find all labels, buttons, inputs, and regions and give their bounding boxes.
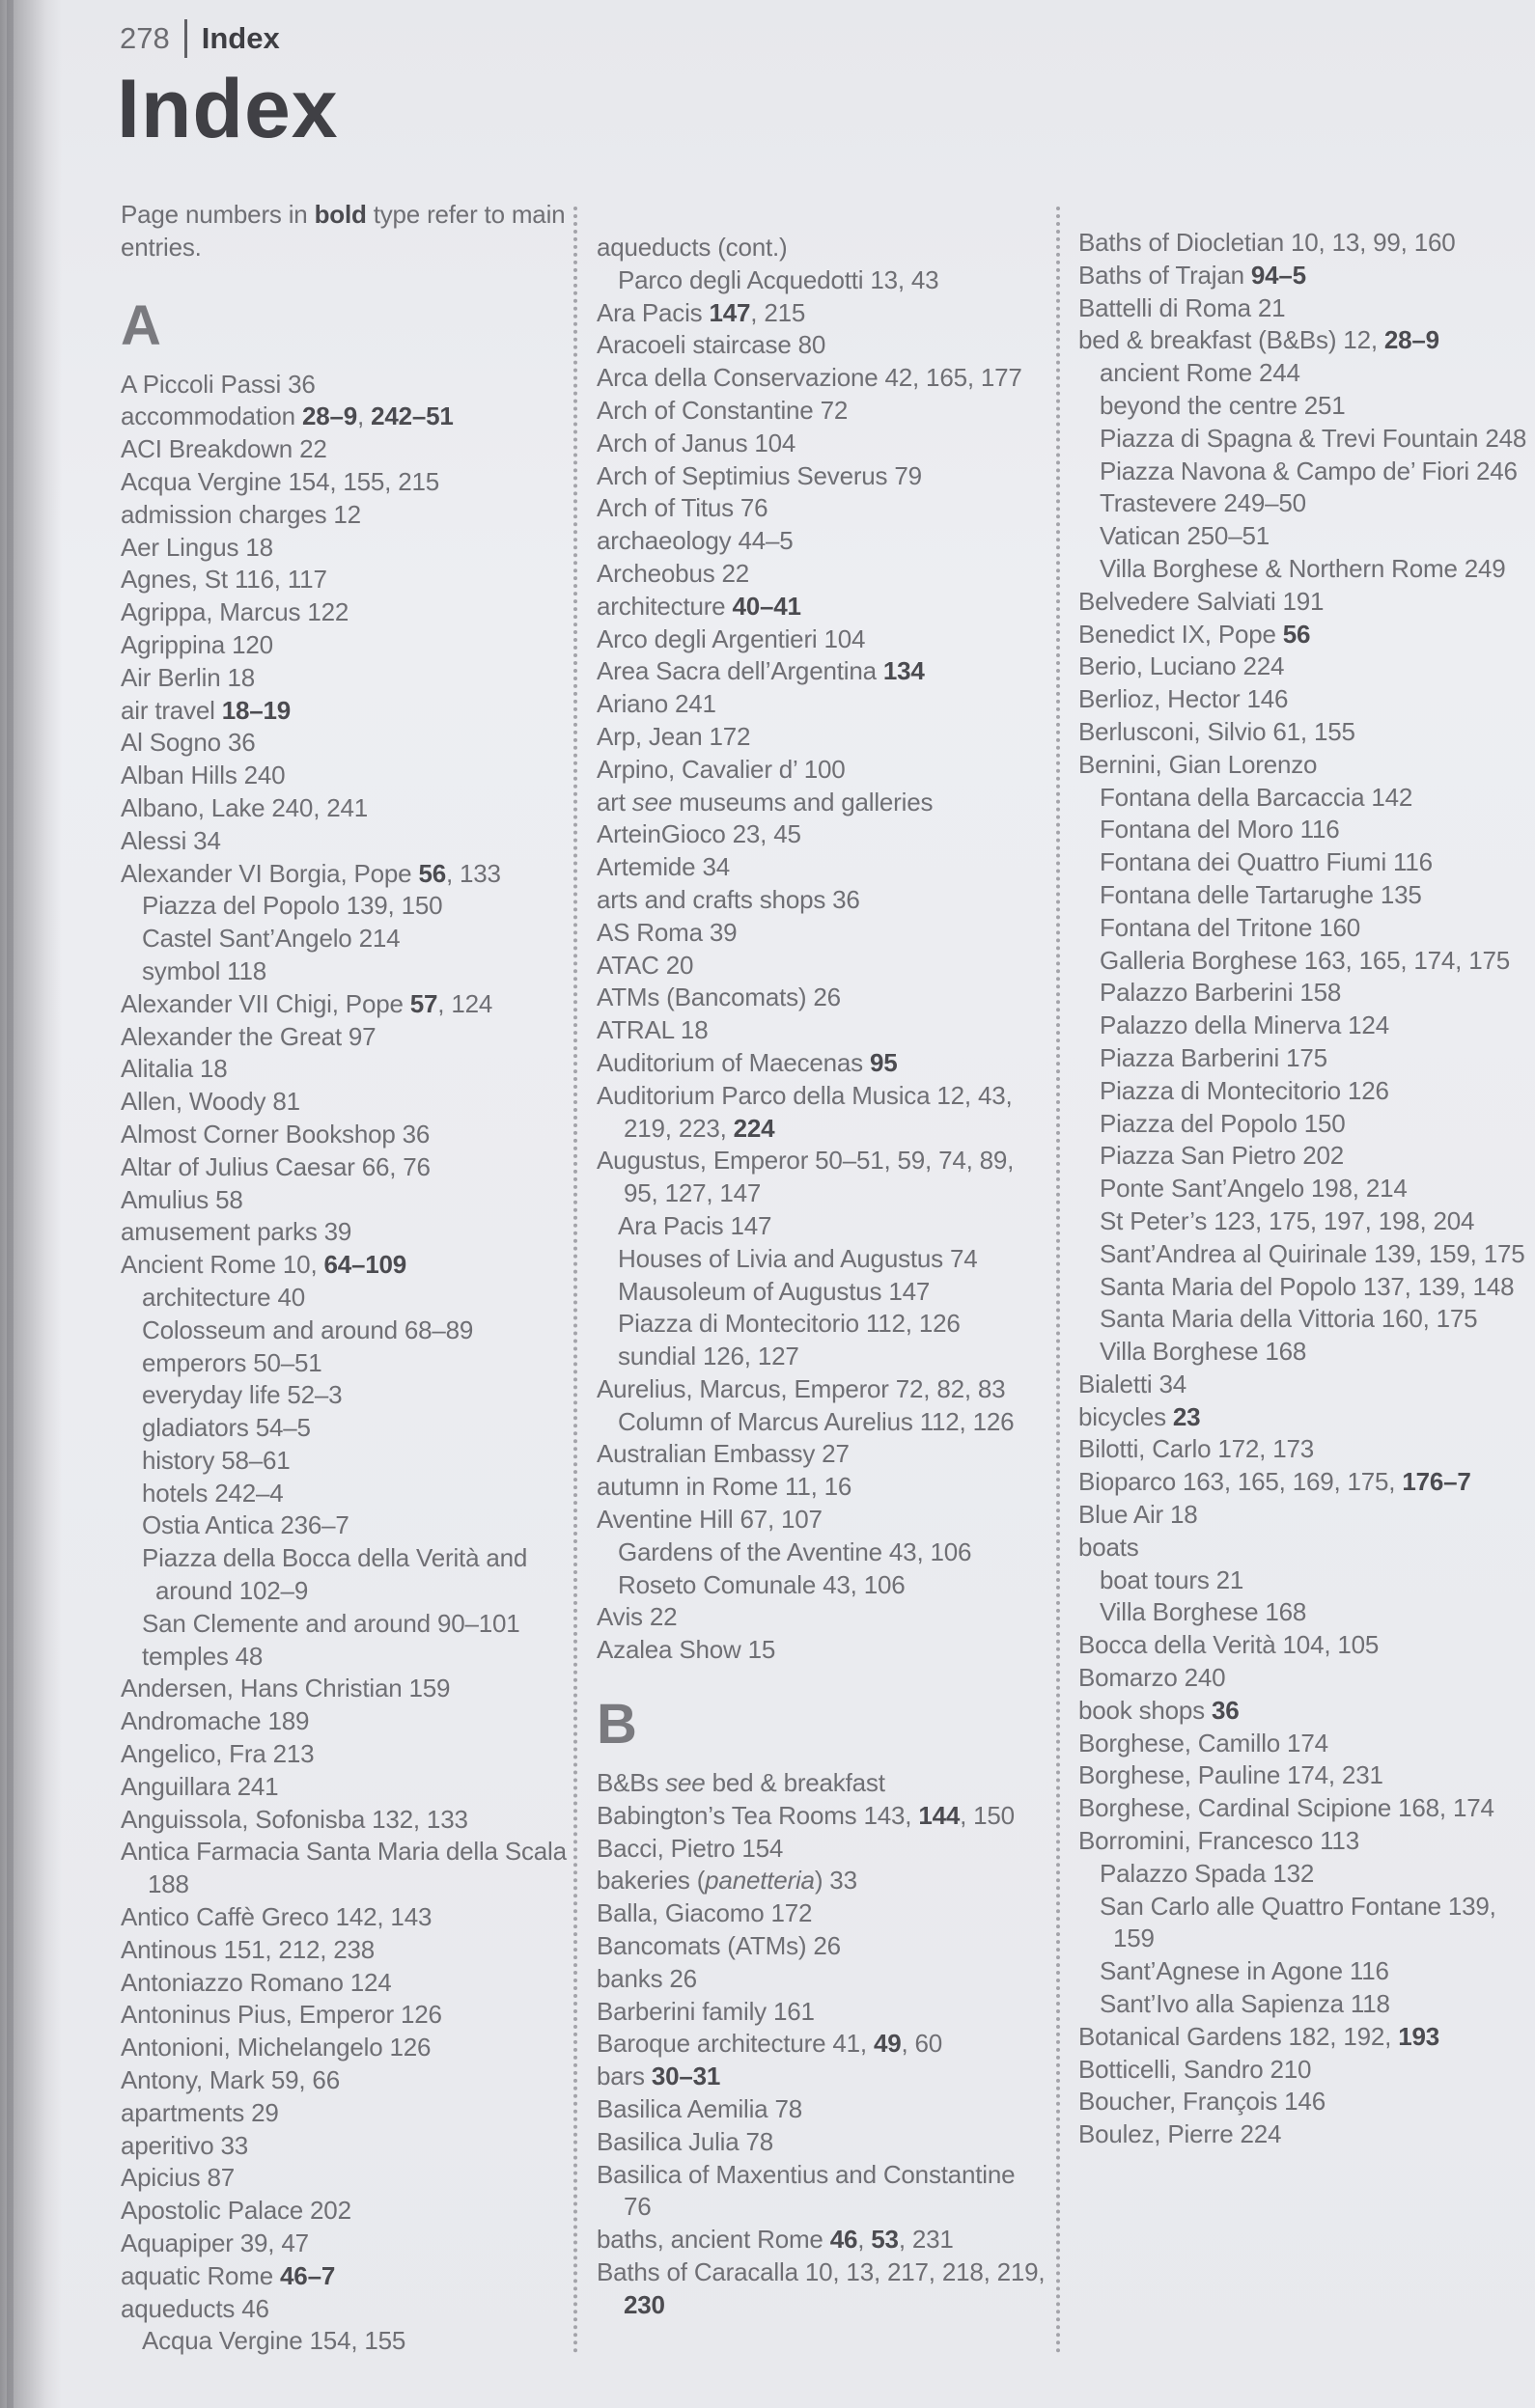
index-entry: Baths of Trajan 94–5 <box>1078 260 1306 290</box>
index-entry: Baths of Caracalla 10, 13, 217, 218, 219, 230 <box>597 2257 1046 2319</box>
index-entry: Battelli di Roma 21 <box>1078 292 1286 322</box>
index-entry: Alexander VII Chigi, Pope 57, 124 <box>121 988 493 1018</box>
index-entry: Alitalia 18 <box>121 1054 228 1084</box>
index-entry: Alexander VI Borgia, Pope 56, 133 <box>121 858 501 888</box>
index-entry: ancient Rome 244 <box>1100 358 1300 388</box>
index-entry: Aer Lingus 18 <box>121 532 273 562</box>
index-entry: Fontana della Barcaccia 142 <box>1100 782 1413 812</box>
index-entry: Ara Pacis 147, 215 <box>597 297 806 327</box>
index-entry: Botticelli, Sandro 210 <box>1078 2054 1312 2084</box>
index-entry: Piazza della Bocca della Verità and around 102–9 <box>142 1543 528 1606</box>
index-entry: Blue Air 18 <box>1078 1500 1198 1530</box>
index-entry: Arch of Constantine 72 <box>597 395 849 425</box>
index-entry: Benedict IX, Pope 56 <box>1078 619 1311 649</box>
running-header <box>120 19 280 58</box>
index-entry: Andersen, Hans Christian 159 <box>121 1674 451 1703</box>
page-gutter-line <box>7 0 14 2408</box>
index-entry: Basilica Julia 78 <box>597 2126 774 2156</box>
index-entry: symbol 118 <box>142 955 267 985</box>
index-entry: Allen, Woody 81 <box>121 1087 300 1117</box>
index-entry: Colosseum and around 68–89 <box>142 1315 474 1344</box>
index-entry: Parco degli Acquedotti 13, 43 <box>618 264 939 294</box>
index-entry: Villa Borghese 168 <box>1100 1337 1307 1367</box>
index-entry: Column of Marcus Aurelius 112, 126 <box>618 1406 1015 1436</box>
index-entry: Arch of Janus 104 <box>597 428 796 457</box>
index-entry: art see museums and galleries <box>597 787 934 817</box>
index-entry: Agrippa, Marcus 122 <box>121 597 349 627</box>
index-column-3 <box>1078 227 1532 2151</box>
index-entry: Trastevere 249–50 <box>1100 488 1306 518</box>
index-entry: Baroque architecture 41, 49, 60 <box>597 2029 943 2059</box>
index-entry: apartments 29 <box>121 2097 279 2127</box>
index-entry: Piazza San Pietro 202 <box>1100 1141 1345 1171</box>
index-entry: Auditorium Parco della Musica 12, 43, 219, 223, 224 <box>597 1080 1013 1143</box>
index-entry: Alexander the Great 97 <box>121 1021 377 1051</box>
index-entry: Bomarzo 240 <box>1078 1663 1226 1693</box>
index-entry: boats <box>1078 1532 1139 1562</box>
index-entry: ACI Breakdown 22 <box>121 434 327 464</box>
index-entry: Palazzo Barberini 158 <box>1100 978 1342 1008</box>
running-header-page-number: 278 <box>120 21 170 55</box>
index-entry: Villa Borghese & Northern Rome 249 <box>1100 553 1506 583</box>
index-entry: architecture 40–41 <box>597 591 801 621</box>
index-entry: gladiators 54–5 <box>142 1413 311 1443</box>
index-entry: Air Berlin 18 <box>121 662 256 692</box>
index-entry: Villa Borghese 168 <box>1100 1597 1307 1627</box>
index-entry: ATRAL 18 <box>597 1015 709 1045</box>
index-entry: baths, ancient Rome 46, 53, 231 <box>597 2225 954 2255</box>
index-column-1 <box>121 199 574 2358</box>
index-entry: Augustus, Emperor 50–51, 59, 74, 89, 95, 127, 147 <box>597 1146 1015 1208</box>
index-entry: Antinous 151, 212, 238 <box>121 1934 376 1964</box>
index-entry: Bialetti 34 <box>1078 1369 1186 1398</box>
index-entry: Borghese, Pauline 174, 231 <box>1078 1760 1383 1790</box>
index-entry: Basilica Aemilia 78 <box>597 2094 802 2124</box>
index-entry: Sant’Ivo alla Sapienza 118 <box>1100 1989 1390 2019</box>
index-entry: Aurelius, Marcus, Emperor 72, 82, 83 <box>597 1373 1006 1403</box>
index-entry: Apicius 87 <box>121 2163 235 2193</box>
index-entry: Fontana del Moro 116 <box>1100 815 1340 844</box>
index-entry: Boulez, Pierre 224 <box>1078 2119 1282 2149</box>
index-entry: Anguissola, Sofonisba 132, 133 <box>121 1804 468 1834</box>
index-entry: Aventine Hill 67, 107 <box>597 1505 823 1535</box>
index-entry: everyday life 52–3 <box>142 1380 343 1410</box>
index-entry: Sant’Andrea al Quirinale 139, 159, 175 <box>1100 1238 1525 1268</box>
index-entry: Bernini, Gian Lorenzo <box>1078 749 1318 779</box>
index-entry: Balla, Giacomo 172 <box>597 1898 813 1928</box>
index-entry: history 58–61 <box>142 1445 291 1475</box>
index-entry: emperors 50–51 <box>142 1347 322 1377</box>
index-entry: ATMs (Bancomats) 26 <box>597 983 841 1012</box>
index-entry: bed & breakfast (B&Bs) 12, 28–9 <box>1078 325 1439 355</box>
index-entry: boat tours 21 <box>1100 1564 1244 1594</box>
index-entry: Bancomats (ATMs) 26 <box>597 1931 841 1961</box>
index-entry: Arch of Titus 76 <box>597 493 768 523</box>
index-entry: Fontana dei Quattro Fiumi 116 <box>1100 847 1433 877</box>
index-entry: Piazza di Spagna & Trevi Fountain 248 <box>1100 423 1527 453</box>
index-entry: Archeobus 22 <box>597 558 750 588</box>
index-entry: ArteinGioco 23, 45 <box>597 819 801 849</box>
index-entry: hotels 242–4 <box>142 1478 284 1508</box>
index-entry: Auditorium of Maecenas 95 <box>597 1047 898 1077</box>
index-entry: Galleria Borghese 163, 165, 174, 175 <box>1100 945 1510 975</box>
index-entry: Santa Maria della Vittoria 160, 175 <box>1100 1304 1478 1334</box>
index-entry: San Clemente and around 90–101 <box>142 1608 520 1638</box>
index-entry: accommodation 28–9, 242–51 <box>121 401 454 431</box>
index-entry: Borghese, Camillo 174 <box>1078 1728 1328 1758</box>
index-entry: amusement parks 39 <box>121 1217 352 1247</box>
index-entry: Albano, Lake 240, 241 <box>121 792 369 822</box>
section-letter: A <box>121 293 161 357</box>
index-entry: Arca della Conservazione 42, 165, 177 <box>597 363 1022 393</box>
index-entry: Barberini family 161 <box>597 1996 815 2026</box>
index-entry: aquatic Rome 46–7 <box>121 2260 336 2290</box>
index-entry: Ara Pacis 147 <box>618 1210 772 1240</box>
index-entry: Piazza Barberini 175 <box>1100 1042 1327 1072</box>
index-entry: Arch of Septimius Severus 79 <box>597 460 922 490</box>
index-entry: Aquapiper 39, 47 <box>121 2228 309 2258</box>
index-entry: Almost Corner Bookshop 36 <box>121 1119 431 1149</box>
index-entry: Antonioni, Michelangelo 126 <box>121 2033 432 2062</box>
index-entry: sundial 126, 127 <box>618 1342 799 1371</box>
index-entry: Arp, Jean 172 <box>597 721 751 751</box>
index-entry: aqueducts 46 <box>121 2293 269 2323</box>
index-entry: beyond the centre 251 <box>1100 390 1346 420</box>
index-entry: Roseto Comunale 43, 106 <box>618 1569 906 1599</box>
index-entry: Al Sogno 36 <box>121 728 256 758</box>
index-entry: Alessi 34 <box>121 825 221 855</box>
index-entry: Fontana del Tritone 160 <box>1100 912 1361 942</box>
index-entry: Acqua Vergine 154, 155 <box>142 2326 406 2356</box>
index-entry: Piazza di Montecitorio 126 <box>1100 1075 1389 1105</box>
index-entry: Amulius 58 <box>121 1184 243 1214</box>
index-entry: Australian Embassy 27 <box>597 1439 850 1469</box>
index-entry: bars 30–31 <box>597 2062 721 2091</box>
index-entry: Boucher, François 146 <box>1078 2087 1326 2117</box>
index-entry: Ostia Antica 236–7 <box>142 1510 349 1540</box>
index-entry: Angelico, Fra 213 <box>121 1739 315 1769</box>
index-entry: ATAC 20 <box>597 950 694 980</box>
index-entry: Berlioz, Hector 146 <box>1078 684 1289 714</box>
index-entry: aperitivo 33 <box>121 2130 249 2160</box>
index-entry: Baths of Diocletian 10, 13, 99, 160 <box>1078 228 1456 257</box>
index-entry: Sant’Agnese in Agone 116 <box>1100 1956 1389 1986</box>
index-entry: Area Sacra dell’Argentina 134 <box>597 656 925 686</box>
index-entry: Piazza di Montecitorio 112, 126 <box>618 1309 961 1339</box>
index-entry: Babington’s Tea Rooms 143, 144, 150 <box>597 1800 1015 1830</box>
index-entry: banks 26 <box>597 1963 697 1993</box>
index-entry: Palazzo della Minerva 124 <box>1100 1010 1389 1040</box>
index-entry: Agnes, St 116, 117 <box>121 565 327 595</box>
index-entry: Agrippina 120 <box>121 629 273 659</box>
index-entry: Azalea Show 15 <box>597 1635 776 1665</box>
index-entry: St Peter’s 123, 175, 197, 198, 204 <box>1100 1205 1475 1235</box>
section-letter: B <box>597 1693 637 1757</box>
index-entry: Botanical Gardens 182, 192, 193 <box>1078 2021 1439 2051</box>
index-entry: architecture 40 <box>142 1282 305 1312</box>
index-entry: book shops 36 <box>1078 1695 1240 1725</box>
index-entry: Andromache 189 <box>121 1706 310 1736</box>
index-entry: Acqua Vergine 154, 155, 215 <box>121 466 439 496</box>
index-entry: Avis 22 <box>597 1602 678 1632</box>
index-entry: A Piccoli Passi 36 <box>121 369 316 399</box>
index-entry: Borghese, Cardinal Scipione 168, 174 <box>1078 1793 1494 1823</box>
index-entry: Altar of Julius Caesar 66, 76 <box>121 1151 431 1181</box>
index-entry: air travel 18–19 <box>121 695 292 725</box>
index-entry: Piazza del Popolo 150 <box>1100 1108 1346 1138</box>
index-entry: Ancient Rome 10, 64–109 <box>121 1250 407 1280</box>
index-entry: Ariano 241 <box>597 689 716 719</box>
index-entry: Antony, Mark 59, 66 <box>121 2065 340 2095</box>
index-entry: Aracoeli staircase 80 <box>597 330 826 360</box>
running-header-title: Index <box>201 21 280 55</box>
index-entry: Castel Sant’Angelo 214 <box>142 924 401 954</box>
index-entry: Apostolic Palace 202 <box>121 2196 351 2226</box>
running-header-separator <box>184 19 187 58</box>
index-entry: Ponte Sant’Angelo 198, 214 <box>1100 1174 1408 1204</box>
index-entry: Fontana delle Tartarughe 135 <box>1100 879 1422 909</box>
intro-note: Page numbers in bold type refer to main entries. <box>121 200 566 262</box>
index-entry: Belvedere Salviati 191 <box>1078 586 1325 616</box>
index-entry: Antoninus Pius, Emperor 126 <box>121 2000 442 2030</box>
index-entry: Arco degli Argentieri 104 <box>597 623 866 653</box>
index-entry: Arpino, Cavalier d’ 100 <box>597 754 846 784</box>
index-entry: Gardens of the Aventine 43, 106 <box>618 1536 972 1566</box>
index-entry: B&Bs see bed & breakfast <box>597 1768 885 1798</box>
index-entry: admission charges 12 <box>121 499 361 529</box>
index-entry: Berlusconi, Silvio 61, 155 <box>1078 716 1355 746</box>
index-entry: Bioparco 163, 165, 169, 175, 176–7 <box>1078 1467 1471 1497</box>
page-title: Index <box>117 63 339 155</box>
index-entry: Houses of Livia and Augustus 74 <box>618 1243 978 1273</box>
index-entry: Santa Maria del Popolo 137, 139, 148 <box>1100 1271 1515 1301</box>
index-entry: Basilica of Maxentius and Constantine 76 <box>597 2159 1016 2222</box>
index-entry: San Carlo alle Quattro Fontane 139, 159 <box>1100 1891 1496 1953</box>
index-entry: Artemide 34 <box>597 852 730 882</box>
index-entry: autumn in Rome 11, 16 <box>597 1472 852 1502</box>
index-entry: arts and crafts shops 36 <box>597 884 860 914</box>
index-entry: Alban Hills 240 <box>121 761 286 790</box>
index-column-2 <box>597 232 1048 2322</box>
index-entry: Borromini, Francesco 113 <box>1078 1826 1359 1856</box>
index-entry: Mausoleum of Augustus 147 <box>618 1276 931 1306</box>
index-entry: temples 48 <box>142 1641 264 1671</box>
index-entry: Bocca della Verità 104, 105 <box>1078 1630 1380 1660</box>
index-entry: Bacci, Pietro 154 <box>597 1833 784 1863</box>
column-divider <box>1056 207 1060 2355</box>
index-entry: Bilotti, Carlo 172, 173 <box>1078 1434 1314 1464</box>
index-entry: bakeries (panetteria) 33 <box>597 1866 857 1896</box>
index-entry: AS Roma 39 <box>597 917 738 947</box>
index-entry: Berio, Luciano 224 <box>1078 651 1285 681</box>
index-entry: Antico Caffè Greco 142, 143 <box>121 1902 433 1932</box>
index-entry: Vatican 250–51 <box>1100 521 1270 551</box>
index-entry: Piazza Navona & Campo de’ Fiori 246 <box>1100 456 1518 485</box>
index-entry: Piazza del Popolo 139, 150 <box>142 891 443 921</box>
index-entry: Anguillara 241 <box>121 1771 279 1801</box>
index-entry: Palazzo Spada 132 <box>1100 1858 1315 1888</box>
index-entry: Antoniazzo Romano 124 <box>121 1967 392 1997</box>
index-entry: bicycles 23 <box>1078 1401 1201 1431</box>
index-entry: Antica Farmacia Santa Maria della Scala 188 <box>121 1837 567 1899</box>
index-entry: archaeology 44–5 <box>597 526 794 556</box>
index-entry: aqueducts (cont.) <box>597 233 788 262</box>
